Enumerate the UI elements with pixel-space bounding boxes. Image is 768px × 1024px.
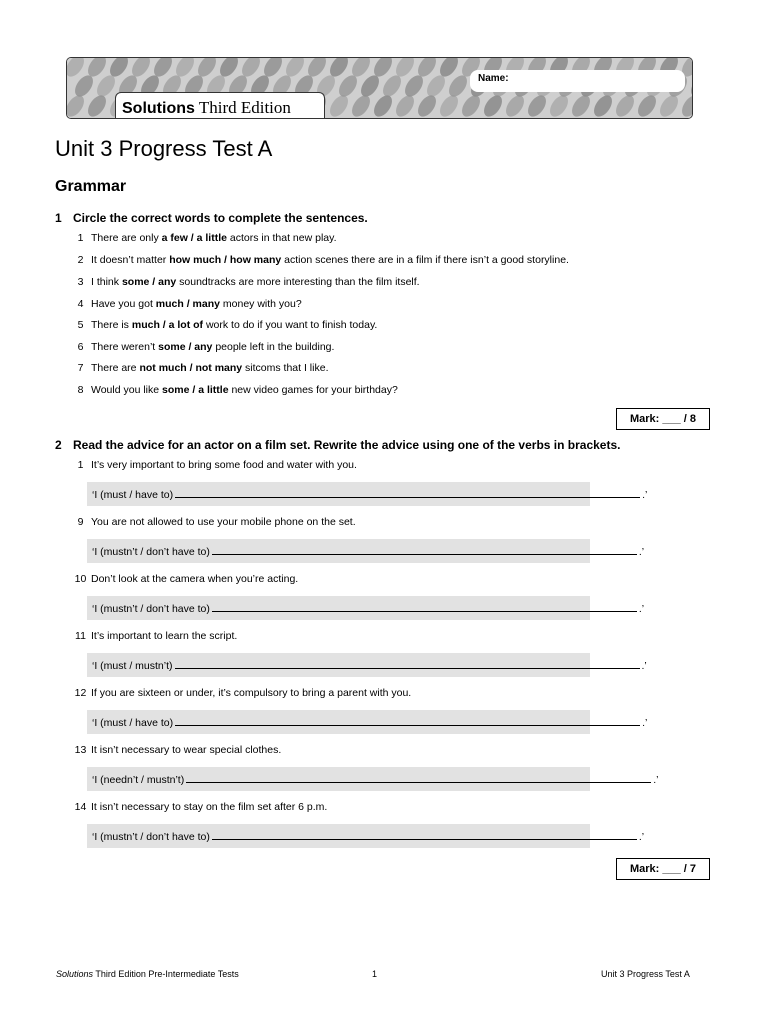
section-heading: Grammar bbox=[55, 178, 127, 195]
task-number: 2 bbox=[55, 438, 62, 452]
advice-item bbox=[70, 459, 357, 471]
answer-prompt: ‘I (mustn’t / don’t have to) bbox=[92, 546, 210, 558]
question-number: 7 bbox=[77, 362, 84, 374]
answer-end: .’ bbox=[642, 489, 648, 501]
answer-end: .’ bbox=[638, 546, 645, 558]
advice-item bbox=[70, 516, 356, 528]
brand-logo bbox=[115, 92, 325, 119]
question-item bbox=[70, 276, 420, 288]
advice-item bbox=[70, 801, 327, 813]
advice-sentence: It isn’t necessary to wear special clothes. bbox=[91, 744, 282, 756]
question-item bbox=[70, 254, 569, 266]
question-number: 3 bbox=[77, 276, 84, 288]
answer-options[interactable]: some / any bbox=[121, 276, 177, 288]
name-field[interactable] bbox=[470, 70, 685, 92]
question-item bbox=[70, 319, 377, 331]
footer-series: Solutions bbox=[56, 969, 94, 979]
answer-blank[interactable] bbox=[186, 772, 651, 783]
answer-prompt: ‘I (must / have to) bbox=[92, 717, 174, 729]
answer-blank[interactable] bbox=[212, 829, 637, 840]
question-text-before: It doesn’t matter bbox=[91, 254, 170, 266]
answer-line[interactable] bbox=[87, 767, 659, 791]
task-number: 1 bbox=[55, 211, 62, 225]
question-number: 12 bbox=[74, 687, 87, 699]
answer-options[interactable]: some / a little bbox=[162, 384, 229, 396]
answer-options[interactable]: a few / a little bbox=[161, 232, 227, 244]
task-1-instruction bbox=[55, 211, 368, 225]
advice-item bbox=[70, 744, 281, 756]
answer-prompt: ‘I (mustn’t / don’t have to) bbox=[92, 603, 210, 615]
footer-left bbox=[56, 969, 239, 979]
mark-box-task-2[interactable]: Mark: ___ / 7 bbox=[616, 858, 710, 880]
answer-blank[interactable] bbox=[175, 658, 640, 669]
question-text-before: Would you like bbox=[91, 384, 163, 396]
question-text-before: Have you got bbox=[91, 298, 156, 310]
answer-blank[interactable] bbox=[212, 601, 637, 612]
page-number: 1 bbox=[372, 969, 378, 979]
footer-right: Unit 3 Progress Test A bbox=[601, 969, 690, 979]
advice-sentence: It’s important to learn the script. bbox=[91, 630, 238, 642]
question-text-after: soundtracks are more interesting than the film itself. bbox=[176, 276, 420, 288]
answer-line[interactable] bbox=[87, 482, 648, 506]
advice-item bbox=[70, 573, 298, 585]
question-number: 8 bbox=[77, 384, 84, 396]
advice-item bbox=[70, 687, 411, 699]
task-text: Circle the correct words to complete the sentences. bbox=[73, 211, 368, 225]
question-number: 1 bbox=[77, 459, 84, 471]
question-item bbox=[70, 362, 328, 374]
answer-line[interactable] bbox=[87, 539, 645, 563]
brand-edition: Third Edition bbox=[194, 98, 291, 117]
answer-options[interactable]: some / any bbox=[158, 341, 213, 353]
advice-sentence: It’s very important to bring some food and water with you. bbox=[91, 459, 357, 471]
question-text-after: new video games for your birthday? bbox=[228, 384, 398, 396]
task-2-instruction bbox=[55, 438, 621, 452]
answer-end: .’ bbox=[638, 603, 645, 615]
brand-name: Solutions bbox=[122, 100, 195, 117]
question-text-after: people left in the building. bbox=[212, 341, 335, 353]
answer-options[interactable]: much / many bbox=[155, 298, 220, 310]
answer-end: .’ bbox=[638, 831, 645, 843]
advice-sentence: Don’t look at the camera when you’re acting. bbox=[91, 573, 299, 585]
question-item bbox=[70, 341, 334, 353]
question-text-after: work to do if you want to finish today. bbox=[203, 319, 378, 331]
answer-prompt: ‘I (mustn’t / don’t have to) bbox=[92, 831, 210, 843]
question-number: 14 bbox=[74, 801, 87, 813]
answer-line[interactable] bbox=[87, 653, 647, 677]
question-item bbox=[70, 384, 398, 396]
question-text-after: sitcoms that I like. bbox=[242, 362, 329, 374]
page-title: Unit 3 Progress Test A bbox=[55, 136, 273, 161]
question-number: 13 bbox=[74, 744, 87, 756]
question-number: 5 bbox=[77, 319, 84, 331]
answer-options[interactable]: much / a lot of bbox=[131, 319, 204, 331]
question-text-after: money with you? bbox=[219, 298, 302, 310]
advice-sentence: You are not allowed to use your mobile phone on the set. bbox=[91, 516, 356, 528]
advice-item bbox=[70, 630, 237, 642]
answer-blank[interactable] bbox=[175, 487, 640, 498]
question-text-before: I think bbox=[91, 276, 122, 288]
question-text-after: actors in that new play. bbox=[226, 232, 337, 244]
question-item bbox=[70, 232, 337, 244]
question-number: 9 bbox=[77, 516, 84, 528]
header-banner bbox=[66, 57, 693, 119]
task-text: Read the advice for an actor on a film set. Rewrite the advice using one of the verbs in brackets. bbox=[73, 438, 621, 452]
question-text-before: There are bbox=[91, 362, 140, 374]
question-number: 11 bbox=[75, 630, 86, 642]
answer-blank[interactable] bbox=[175, 715, 640, 726]
answer-options[interactable]: not much / not many bbox=[139, 362, 243, 374]
question-number: 10 bbox=[74, 573, 87, 585]
question-number: 6 bbox=[77, 341, 84, 353]
footer-series-rest: Third Edition Pre-Intermediate Tests bbox=[93, 969, 239, 979]
answer-line[interactable] bbox=[87, 824, 645, 848]
question-number: 2 bbox=[77, 254, 84, 266]
answer-prompt: ‘I (must / have to) bbox=[92, 489, 174, 501]
answer-end: .’ bbox=[641, 660, 647, 672]
answer-prompt: ‘I (must / mustn’t) bbox=[92, 660, 173, 672]
answer-prompt: ‘I (needn’t / mustn’t) bbox=[92, 774, 185, 786]
answer-end: .’ bbox=[642, 717, 648, 729]
answer-line[interactable] bbox=[87, 710, 648, 734]
question-text-before: There weren’t bbox=[91, 341, 159, 353]
answer-end: .’ bbox=[653, 774, 659, 786]
question-number: 4 bbox=[77, 298, 84, 310]
answer-line[interactable] bbox=[87, 596, 645, 620]
advice-sentence: It isn’t necessary to stay on the film set after 6 p.m. bbox=[91, 801, 328, 813]
question-text-after: action scenes there are in a film if there isn’t a good storyline. bbox=[281, 254, 569, 266]
name-label: Name: bbox=[478, 73, 509, 84]
answer-blank[interactable] bbox=[212, 544, 637, 555]
question-number: 1 bbox=[77, 232, 84, 244]
mark-box-task-1[interactable]: Mark: ___ / 8 bbox=[616, 408, 710, 430]
question-text-before: There is bbox=[91, 319, 132, 331]
answer-options[interactable]: how much / how many bbox=[169, 254, 282, 266]
question-item bbox=[70, 298, 302, 310]
advice-sentence: If you are sixteen or under, it’s compulsory to bring a parent with you. bbox=[91, 687, 412, 699]
question-text-before: There are only bbox=[91, 232, 162, 244]
